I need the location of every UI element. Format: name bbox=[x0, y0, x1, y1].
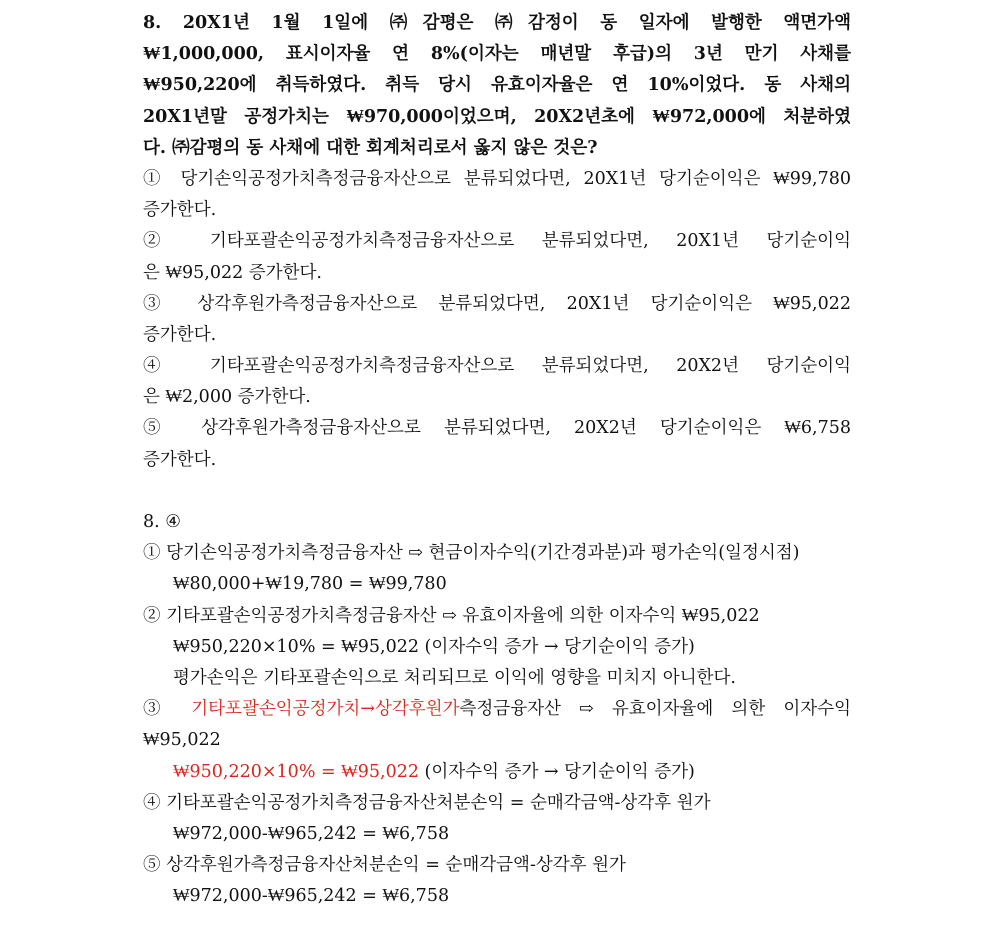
option-text: 증가한다. bbox=[143, 324, 217, 345]
explanation-line bbox=[143, 694, 851, 725]
explanation-calc bbox=[143, 757, 851, 788]
option-text: ③ 상각후원가측정금융자산으로 분류되었다면, 20X1년 당기순이익은 ₩95,022 bbox=[143, 293, 851, 314]
explanation-calc: ₩950,220×10% = ₩95,022 (이자수익 증가 → 당기순이익 증가) bbox=[173, 636, 695, 657]
option-text: ④ 기타포괄손익공정가치측정금융자산으로 분류되었다면, 20X2년 당기순이익 bbox=[143, 356, 851, 377]
highlighted-calc: ₩950,220×10% = ₩95,022 bbox=[173, 761, 419, 782]
explanation-rest: (이자수익 증가 → 당기순이익 증가) bbox=[418, 761, 695, 782]
answer-block bbox=[143, 507, 851, 912]
explanation-rest: 측정금융자산 ⇨ 유효이자율에 의한 이자수익 bbox=[459, 699, 851, 720]
option-text: ⑤ 상각후원가측정금융자산으로 분류되었다면, 20X2년 당기순이익은 ₩6,758 bbox=[143, 418, 851, 439]
option-4 bbox=[143, 351, 851, 413]
highlighted-text: 기타포괄손익공정가치→상각후원가 bbox=[191, 699, 460, 720]
option-2 bbox=[143, 226, 851, 288]
option-text: ② 기타포괄손익공정가치측정금융자산으로 분류되었다면, 20X1년 당기순이익 bbox=[143, 231, 851, 252]
question-line: 다. ㈜감평의 동 사채에 대한 회계처리로서 옳지 않은 것은? bbox=[143, 137, 598, 158]
option-5 bbox=[143, 413, 851, 475]
question-block bbox=[143, 8, 851, 476]
option-text: 은 ₩95,022 증가한다. bbox=[143, 262, 322, 283]
explanation-note: 평가손익은 기타포괄손익으로 처리되므로 이익에 영향을 미치지 아니한다. bbox=[173, 667, 736, 688]
document-page bbox=[143, 8, 851, 912]
question-line: ₩950,220에 취득하였다. 취득 당시 유효이자율은 연 10%이었다. 동 사채의 bbox=[143, 75, 851, 96]
option-text: 증가한다. bbox=[143, 449, 217, 470]
option-1 bbox=[143, 164, 851, 226]
explanation-calc: ₩972,000-₩965,242 = ₩6,758 bbox=[173, 886, 450, 907]
explanation-line: ₩95,022 bbox=[143, 730, 221, 751]
option-text: ① 당기손익공정가치측정금융자산으로 분류되었다면, 20X1년 당기순이익은 ₩99,780 bbox=[143, 168, 851, 189]
answer-header: 8. ④ bbox=[143, 512, 181, 532]
question-line: ₩1,000,000, 표시이자율 연 8%(이자는 매년말 후급)의 3년 만기 사채를 bbox=[143, 44, 851, 65]
explanation-prefix: ③ bbox=[143, 699, 192, 720]
explanation-line: ④ 기타포괄손익공정가치측정금융자산처분손익 = 순매각금액-상각후 원가 bbox=[143, 792, 711, 813]
option-3 bbox=[143, 289, 851, 351]
explanation-line: ① 당기손익공정가치측정금융자산 ⇨ 현금이자수익(기간경과분)과 평가손익(일정시점) bbox=[143, 543, 800, 564]
explanation-line: ② 기타포괄손익공정가치측정금융자산 ⇨ 유효이자율에 의한 이자수익 ₩95,022 bbox=[143, 605, 760, 626]
explanation-calc: ₩972,000-₩965,242 = ₩6,758 bbox=[173, 823, 450, 844]
explanation-calc: ₩80,000+₩19,780 = ₩99,780 bbox=[173, 574, 447, 595]
spacer bbox=[143, 476, 851, 507]
question-line: 8. 20X1년 1월 1일에 ㈜감평은 ㈜감정이 동 일자에 발행한 액면가액 bbox=[143, 13, 851, 33]
explanation-line: ⑤ 상각후원가측정금융자산처분손익 = 순매각금액-상각후 원가 bbox=[143, 855, 626, 876]
option-text: 은 ₩2,000 증가한다. bbox=[143, 387, 311, 408]
question-line: 20X1년말 공정가치는 ₩970,000이었으며, 20X2년초에 ₩972,000에 처분하였 bbox=[143, 106, 851, 127]
option-text: 증가한다. bbox=[143, 200, 217, 221]
